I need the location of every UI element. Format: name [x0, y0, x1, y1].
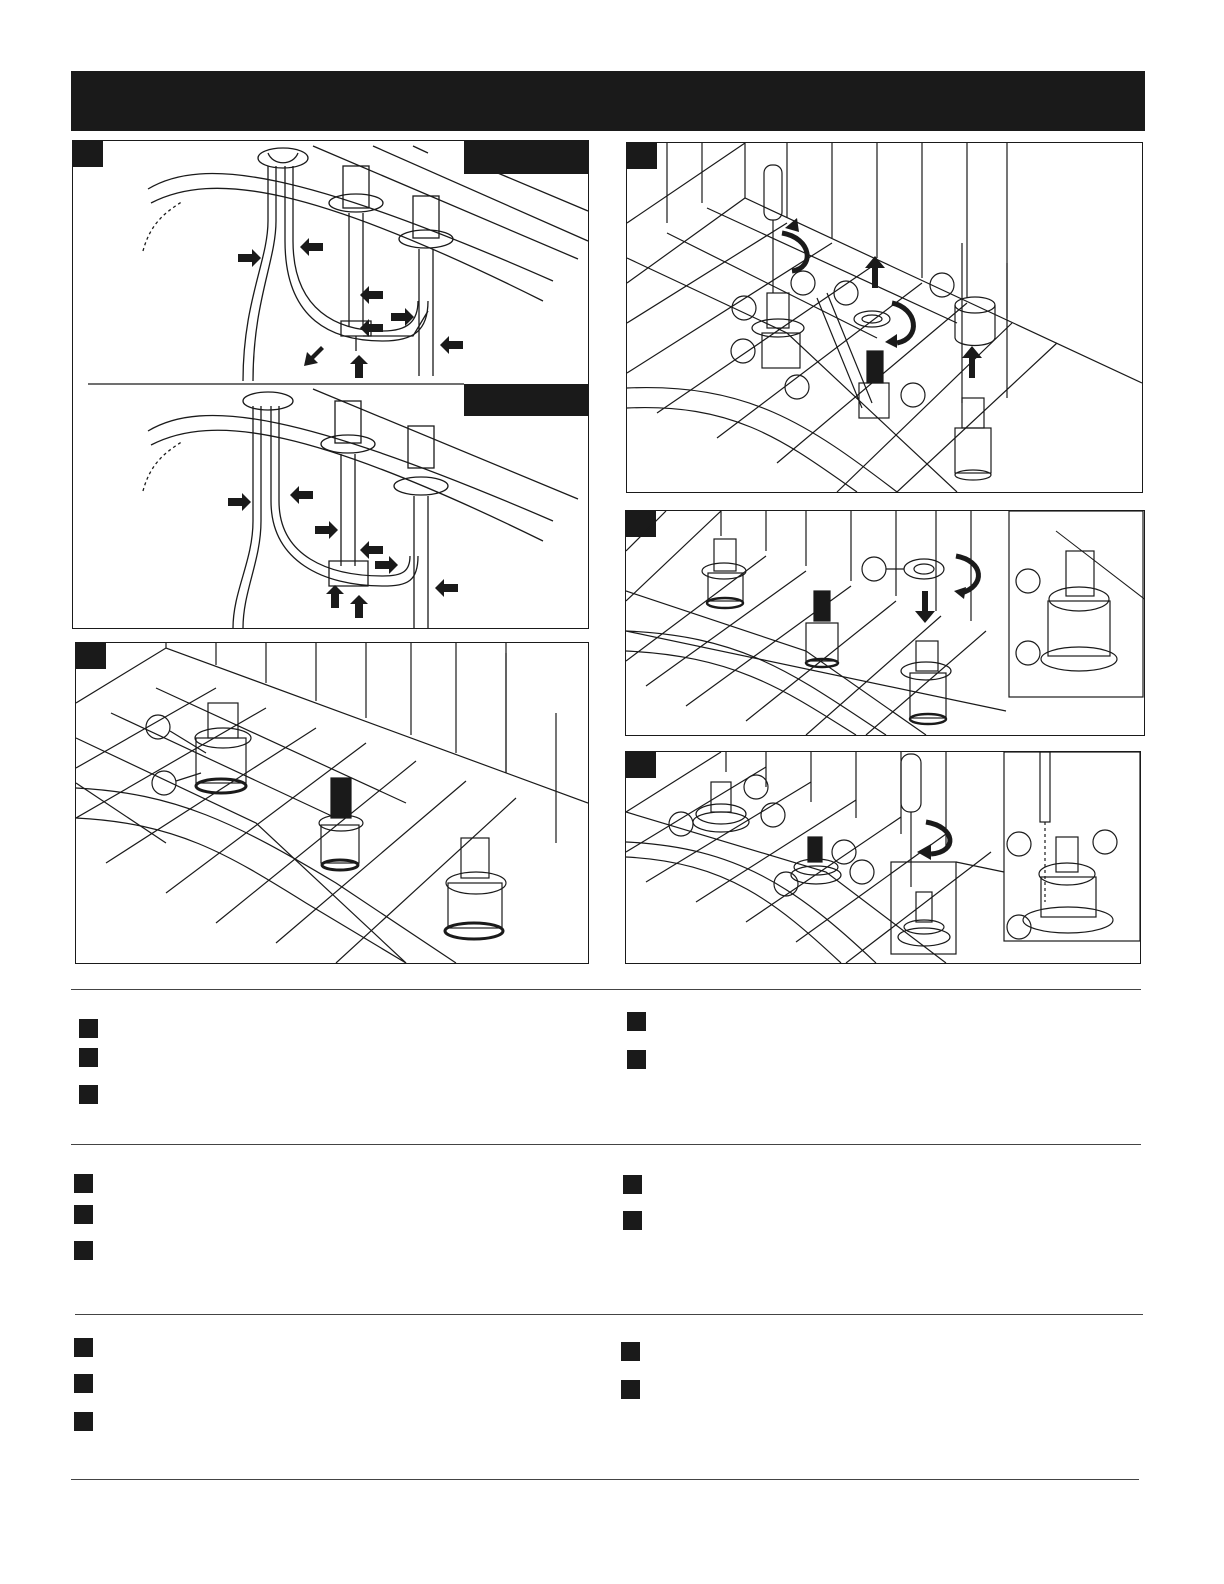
section-divider: [75, 1314, 1143, 1315]
arrow-icon: [238, 238, 463, 378]
step-bullet: [79, 1085, 98, 1104]
step-bullet: [74, 1412, 93, 1431]
plumbing-view-upper: [143, 146, 588, 381]
detail-highlight-box: [891, 862, 956, 954]
step-bullet: [623, 1211, 642, 1230]
figure-plumbing-panel: [72, 140, 589, 629]
figure-retaining-nut-panel: [625, 510, 1145, 736]
step-bullet: [74, 1174, 93, 1193]
plumbing-view-lower: [143, 389, 578, 628]
step-bullet: [74, 1338, 93, 1357]
plumbing-illustration: [73, 141, 588, 628]
retaining-nut-illustration: [626, 511, 1144, 735]
valve-cartridge-icon: [702, 539, 746, 608]
valve-cartridge-icon: [806, 591, 838, 667]
step-bullet: [627, 1050, 646, 1069]
page-header-bar: [71, 71, 1145, 131]
callout-circle-icon: [731, 271, 954, 407]
screwdriver-icon: [901, 754, 921, 887]
screwdriver-icon: [764, 165, 782, 293]
detail-inset-box: [1004, 752, 1140, 941]
detail-inset-box: [1009, 511, 1143, 697]
valve-cartridge-icon: [319, 778, 363, 870]
step-bullet: [79, 1048, 98, 1067]
step-bullet: [627, 1012, 646, 1031]
arrow-icon: [915, 587, 966, 623]
valve-cartridge-icon: [445, 838, 506, 939]
tile-wall-icon: [627, 143, 1142, 492]
rotate-arrow-icon: [956, 556, 978, 593]
valve-cartridge-icon: [1023, 837, 1113, 933]
callout-circle-icon: [1016, 569, 1040, 665]
valve-cartridge-icon: [195, 703, 251, 793]
valve-cartridge-icon: [859, 351, 889, 418]
figure-set-screw-panel: [625, 751, 1141, 964]
callout-circle-icon: [862, 557, 904, 581]
step-bullet: [74, 1205, 93, 1224]
arrow-icon: [228, 486, 458, 618]
step-bullet: [74, 1241, 93, 1260]
callout-circle-icon: [669, 775, 874, 896]
cartridge-removal-illustration: [627, 143, 1142, 492]
step-bullet: [621, 1342, 640, 1361]
figure-valves-deck-panel: [75, 642, 589, 964]
section-divider: [71, 1144, 1141, 1145]
arrow-icon: [917, 844, 931, 860]
step-bullet: [623, 1175, 642, 1194]
section-divider: [71, 1479, 1139, 1480]
valves-deck-illustration: [76, 643, 588, 963]
section-divider: [71, 989, 1141, 990]
step-bullet: [79, 1019, 98, 1038]
valve-cartridge-icon: [898, 892, 950, 946]
set-screw-illustration: [626, 752, 1140, 963]
step-bullet: [621, 1380, 640, 1399]
figure-cartridge-removal-panel: [626, 142, 1143, 493]
valve-cartridge-icon: [1041, 531, 1144, 671]
rotate-arrow-icon: [782, 233, 913, 343]
step-bullet: [74, 1374, 93, 1393]
